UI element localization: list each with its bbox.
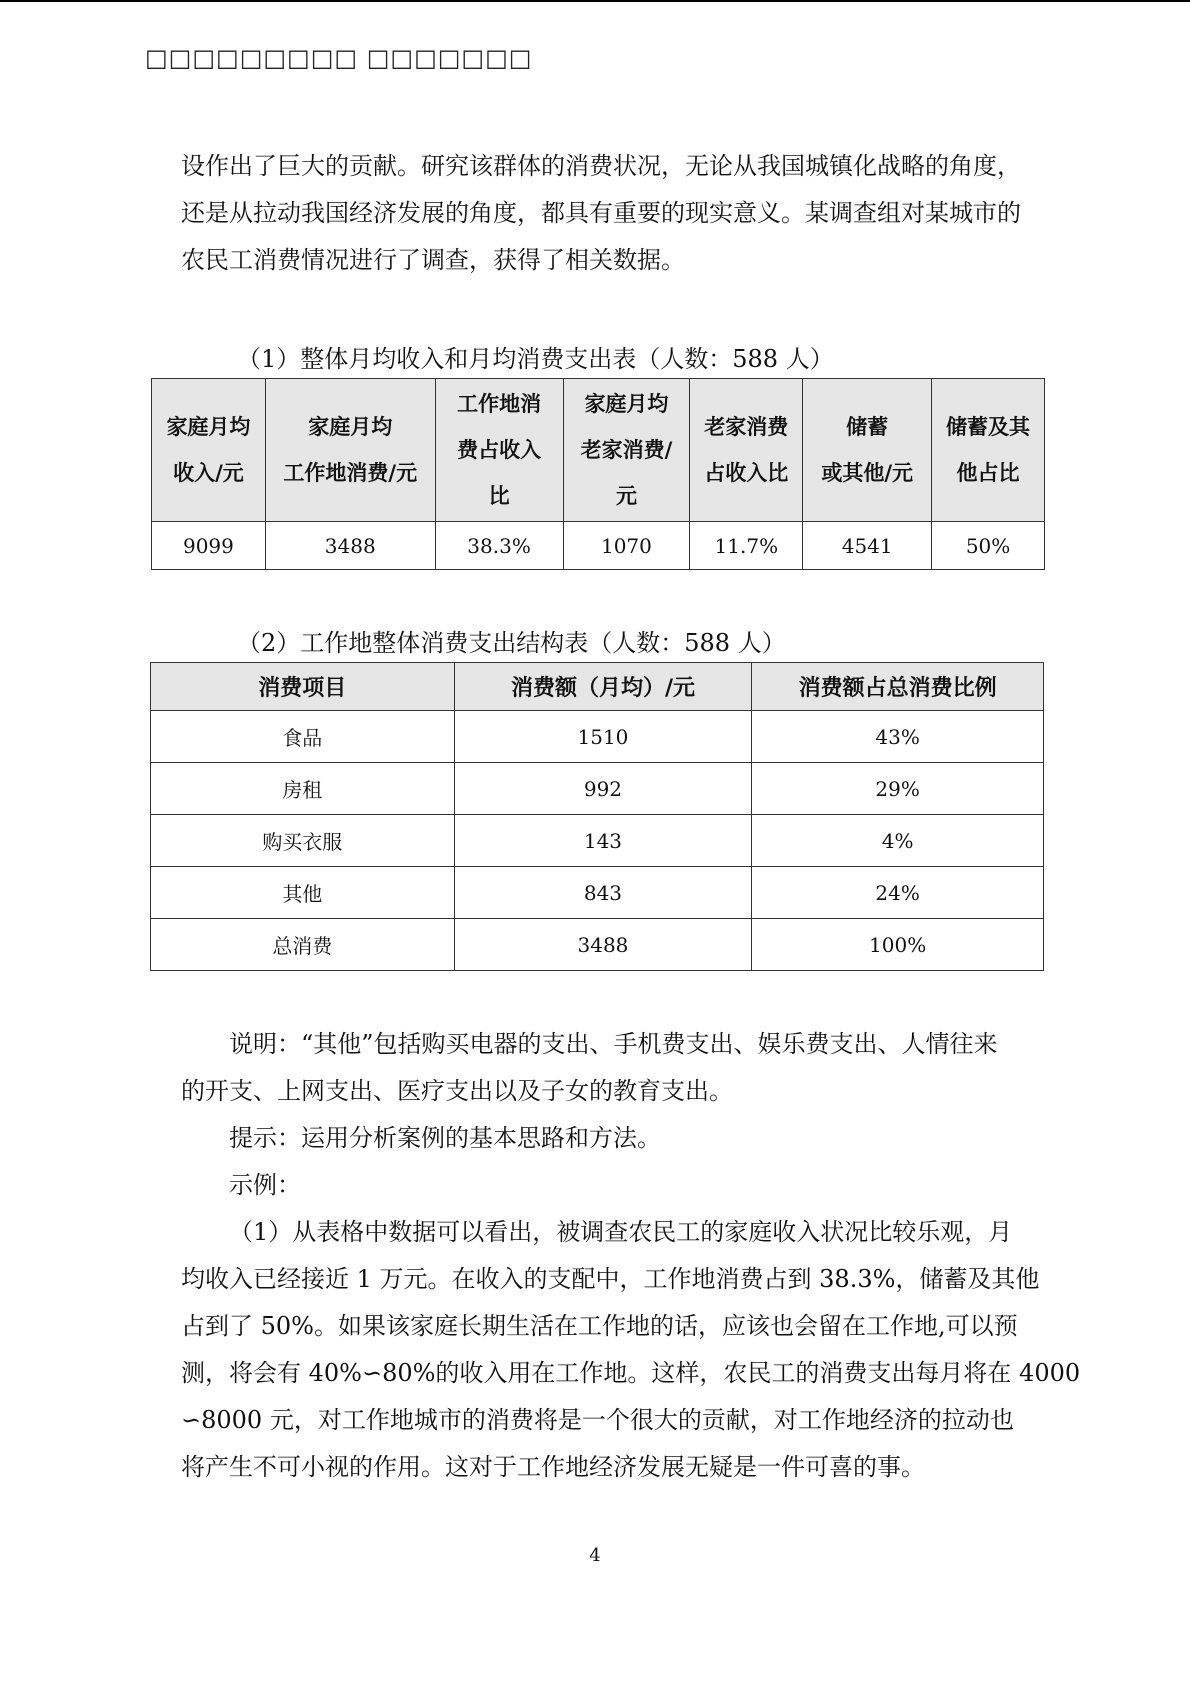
consumption-structure-table [150, 662, 1044, 971]
table2-caption: （2）工作地整体消费支出结构表（人数：588 人） [237, 629, 786, 657]
header-savings-ratio: 储蓄及其 他占比 [932, 379, 1045, 522]
top-rule [0, 0, 1190, 2]
table-row [151, 867, 1044, 919]
text-line: ∽8000 元，对工作地城市的消费将是一个很大的贡献，对工作地经济的拉动也 [181, 1406, 1014, 1434]
header-hometown-consumption: 家庭月均 老家消费/ 元 [563, 379, 690, 522]
header-workplace-consumption: 家庭月均 工作地消费/元 [265, 379, 435, 522]
example-label: 示例： [229, 1171, 301, 1199]
example-paragraph [181, 1209, 1081, 1491]
text-line: 均收入已经接近 1 万元。在收入的支配中，工作地消费占到 38.3%，储蓄及其他 [181, 1265, 1040, 1293]
text-line: 占到了 50%。如果该家庭长期生活在工作地的话，应该也会留在工作地,可以预 [181, 1312, 1018, 1340]
table-cell: 100% [752, 919, 1044, 971]
table-cell: 29% [752, 763, 1044, 815]
hint-paragraph [181, 1115, 1011, 1209]
table-header-row [151, 663, 1044, 711]
header-share: 消费额占总消费比例 [752, 663, 1044, 711]
text-line: 提示：运用分析案例的基本思路和方法。 [229, 1124, 661, 1152]
page-header: □□□□□□□□□ □□□□□□□ [145, 44, 533, 72]
text-line: 说明：“其他”包括购买电器的支出、手机费支出、娱乐费支出、人情往来 [229, 1030, 998, 1058]
income-expense-table [151, 378, 1045, 570]
table-cell: 4541 [803, 522, 932, 570]
header-savings: 储蓄 或其他/元 [803, 379, 932, 522]
table-cell: 3488 [265, 522, 435, 570]
table-cell: 143 [454, 815, 752, 867]
table-row [152, 522, 1045, 570]
table-cell: 购买衣服 [151, 815, 455, 867]
table-cell: 3488 [454, 919, 752, 971]
header-item: 消费项目 [151, 663, 455, 711]
table-row [151, 815, 1044, 867]
table-row [151, 763, 1044, 815]
table-cell: 11.7% [690, 522, 803, 570]
note-paragraph [181, 1021, 1011, 1115]
table1-caption: （1）整体月均收入和月均消费支出表（人数：588 人） [237, 345, 834, 373]
table-cell: 50% [932, 522, 1045, 570]
table-row [151, 711, 1044, 763]
page-number: 4 [589, 1545, 601, 1566]
text-line: 的开支、上网支出、医疗支出以及子女的教育支出。 [181, 1077, 733, 1105]
header-workplace-ratio: 工作地消 费占收入 比 [435, 379, 563, 522]
table-cell: 843 [454, 867, 752, 919]
table-cell: 9099 [152, 522, 266, 570]
text-line: （1）从表格中数据可以看出，被调查农民工的家庭收入状况比较乐观，月 [229, 1218, 1013, 1246]
table-cell: 食品 [151, 711, 455, 763]
table-cell: 房租 [151, 763, 455, 815]
text-line: 测，将会有 40%∽80%的收入用在工作地。这样，农民工的消费支出每月将在 4000 [181, 1359, 1081, 1387]
text-line: 设作出了巨大的贡献。研究该群体的消费状况，无论从我国城镇化战略的角度， [181, 152, 1021, 180]
table-cell: 其他 [151, 867, 455, 919]
table-header-row [152, 379, 1045, 522]
intro-paragraph [181, 143, 1021, 284]
table-cell: 24% [752, 867, 1044, 919]
header-amount: 消费额（月均）/元 [454, 663, 752, 711]
table-cell: 1070 [563, 522, 690, 570]
text-line: 将产生不可小视的作用。这对于工作地经济发展无疑是一件可喜的事。 [181, 1453, 925, 1481]
text-line: 还是从拉动我国经济发展的角度，都具有重要的现实意义。某调查组对某城市的 [181, 199, 1021, 227]
table-cell: 总消费 [151, 919, 455, 971]
table-cell: 43% [752, 711, 1044, 763]
header-household-income: 家庭月均 收入/元 [152, 379, 266, 522]
table-cell: 4% [752, 815, 1044, 867]
table-cell: 38.3% [435, 522, 563, 570]
table-cell: 1510 [454, 711, 752, 763]
table-row [151, 919, 1044, 971]
header-hometown-ratio: 老家消费 占收入比 [690, 379, 803, 522]
text-line: 农民工消费情况进行了调查，获得了相关数据。 [181, 246, 685, 274]
table-cell: 992 [454, 763, 752, 815]
